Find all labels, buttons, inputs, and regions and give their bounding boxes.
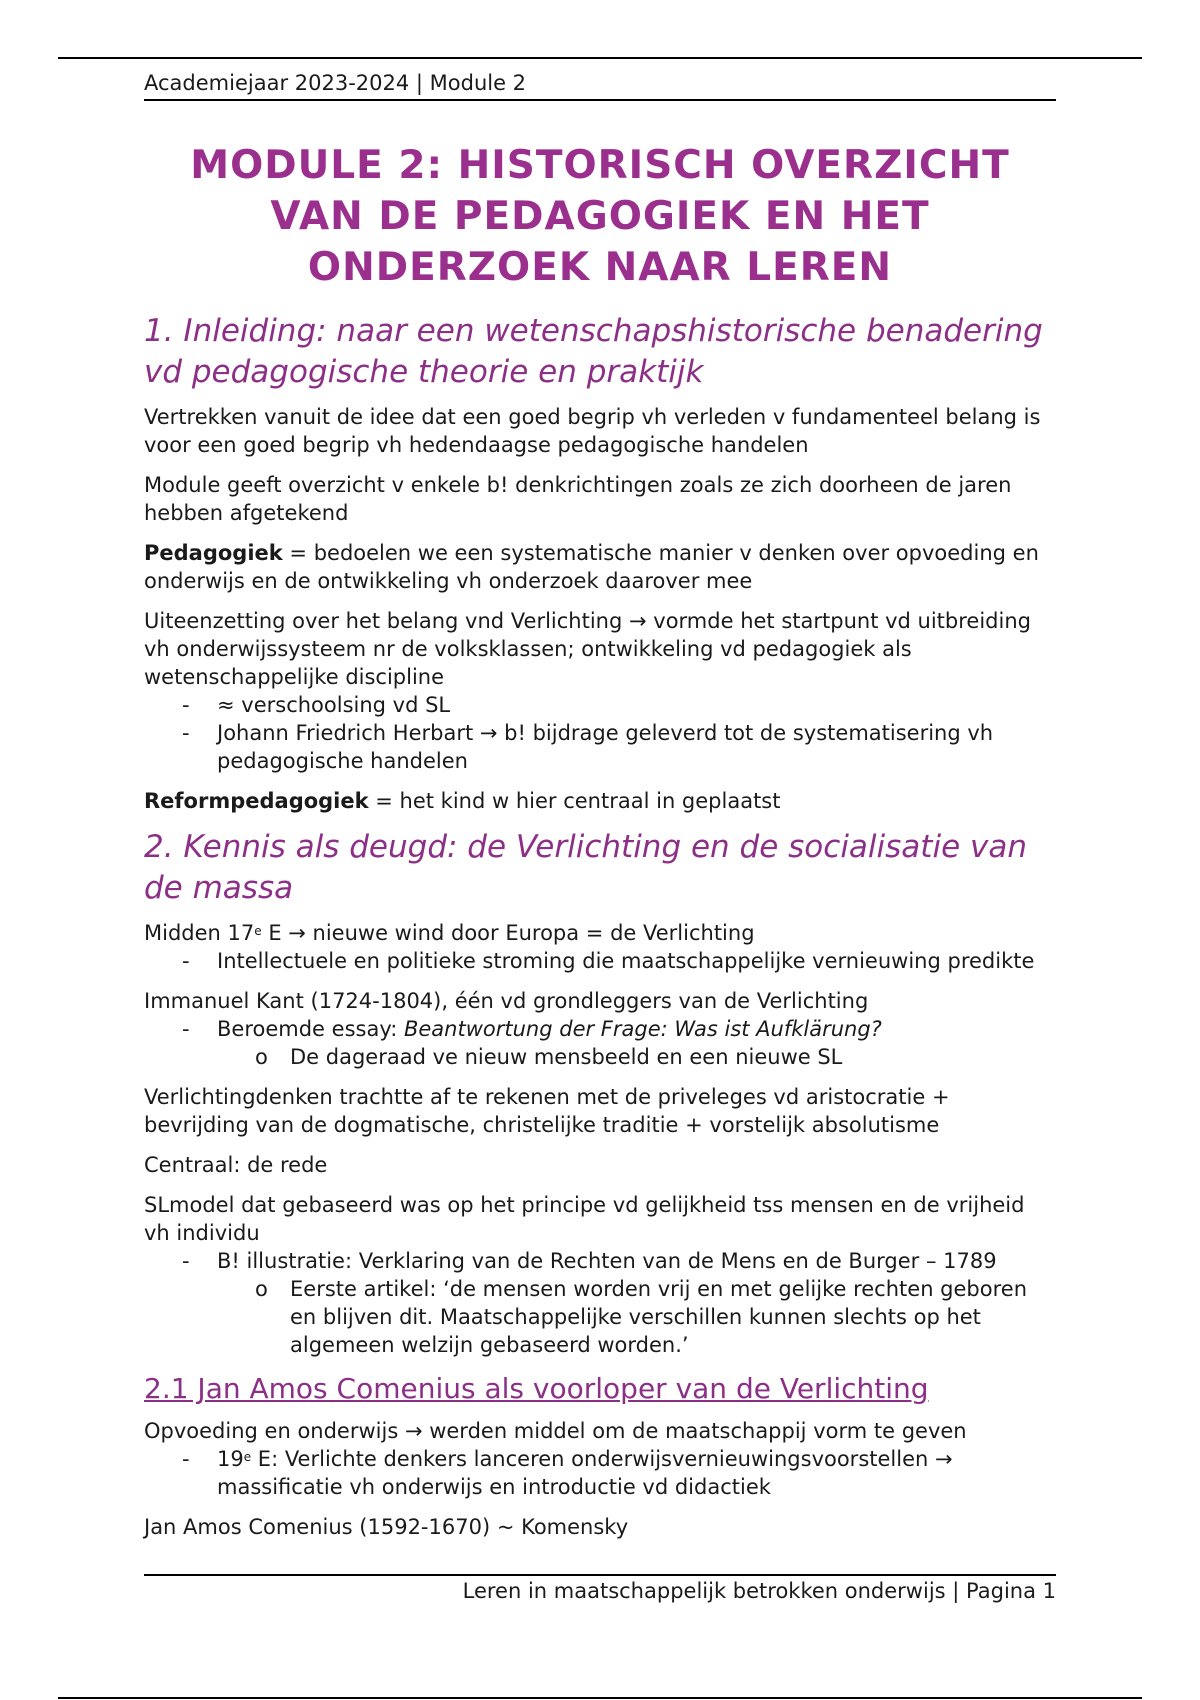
list-item: [144, 1015, 1056, 1071]
sub-list: [217, 1043, 1056, 1071]
bullet-list: [144, 691, 1056, 775]
running-footer: Leren in maatschappelijk betrokken onderwijs | Pagina 1: [462, 1579, 1056, 1603]
sub-list-item: o De dageraad ve nieuw mensbeeld en een nieuwe SL: [217, 1043, 1056, 1071]
term-reformpedagogiek: Reformpedagogiek: [144, 789, 369, 813]
bullet-list: [144, 1247, 1056, 1359]
text-run: E → nieuwe wind door Europa = de Verlichting: [261, 921, 755, 945]
section-2-1-heading: 2.1 Jan Amos Comenius als voorloper van de Verlichting: [144, 1372, 929, 1405]
text-run: E: Verlichte denkers lanceren onderwijsvernieuwingsvoorstellen → massificatie vh onderwijs en introductie vd didactiek: [217, 1447, 953, 1499]
list-item: [144, 1247, 1056, 1359]
footer-rule: [144, 1574, 1056, 1576]
essay-title: Beantwortung der Frage: Was ist Aufklärung?: [403, 1017, 882, 1041]
paragraph: Uiteenzetting over het belang vnd Verlichting → vormde het startpunt vd uitbreiding vh onderwijssysteem nr de volksklassen; ontwikkeling vd pedagogiek als wetenschappelijke discipline: [144, 609, 1031, 689]
definition-paragraph: [144, 539, 1056, 595]
sub-list-item: o Eerste artikel: ‘de mensen worden vrij en met gelijke rechten geboren en blijven dit. Maatschappelijke verschillen kunnen slechts op het algemeen welzijn gebaseerd worden.’: [217, 1275, 1056, 1359]
page-top-rule: [58, 57, 1142, 59]
bullet-list: [144, 1015, 1056, 1071]
header-rule: [144, 99, 1056, 101]
superscript: e: [243, 1450, 252, 1464]
section-1-heading: 1. Inleiding: naar een wetenschapshistorische benadering vd pedagogische theorie en praktijk: [144, 313, 1043, 390]
list-item: [144, 1445, 1056, 1501]
list-item: - ≈ verschoolsing vd SL: [144, 691, 1056, 719]
list-item: - Intellectuele en politieke stroming die maatschappelijke vernieuwing predikte: [144, 947, 1056, 975]
page-content: [144, 140, 1056, 1553]
term-pedagogiek: Pedagogiek: [144, 541, 283, 565]
definition-text: = bedoelen we een systematische manier v denken over opvoeding en onderwijs en de ontwikkeling vh onderzoek daarover mee: [144, 541, 1039, 593]
paragraph: Vertrekken vanuit de idee dat een goed begrip vh verleden v fundamenteel belang is voor een goed begrip vh hedendaagse pedagogische handelen: [144, 405, 1041, 457]
paragraph: SLmodel dat gebaseerd was op het principe vd gelijkheid tss mensen en de vrijheid vh individu: [144, 1193, 1025, 1245]
bullet-list: [144, 1445, 1056, 1501]
paragraph: Module geeft overzicht v enkele b! denkrichtingen zoals ze zich doorheen de jaren hebben afgetekend: [144, 473, 1012, 525]
definition-paragraph: [144, 787, 1056, 815]
paragraph: Verlichtingdenken trachtte af te rekenen met de priveleges vd aristocratie + bevrijding van de dogmatische, christelijke traditie + vorstelijk absolutisme: [144, 1085, 950, 1137]
paragraph: Jan Amos Comenius (1592-1670) ~ Komensky: [144, 1515, 629, 1539]
document-title: MODULE 2: HISTORISCH OVERZICHT VAN DE PEDAGOGIEK EN HET ONDERZOEK NAAR LEREN: [190, 143, 1010, 290]
definition-text: = het kind w hier centraal in geplaatst: [368, 789, 781, 813]
paragraph: Opvoeding en onderwijs → werden middel om de maatschappij vorm te geven: [144, 1419, 967, 1443]
text-run: 19: [217, 1447, 244, 1471]
paragraph: Immanuel Kant (1724-1804), één vd grondleggers van de Verlichting: [144, 989, 869, 1013]
page-bottom-rule: [58, 1697, 1142, 1699]
sub-list: [217, 1275, 1056, 1359]
text-run: Midden 17: [144, 921, 255, 945]
paragraph: [144, 919, 1056, 947]
section-2-heading: 2. Kennis als deugd: de Verlichting en de socialisatie van de massa: [144, 829, 1027, 906]
text-run: Beroemde essay:: [217, 1017, 404, 1041]
superscript: e: [254, 924, 262, 938]
running-header: Academiejaar 2023-2024 | Module 2: [144, 71, 527, 95]
paragraph: Centraal: de rede: [144, 1153, 328, 1177]
text-run: B! illustratie: Verklaring van de Rechten van de Mens en de Burger – 1789: [217, 1249, 997, 1273]
list-item: - Johann Friedrich Herbart → b! bijdrage geleverd tot de systematisering vh pedagogische handelen: [144, 719, 1056, 775]
bullet-list: [144, 947, 1056, 975]
